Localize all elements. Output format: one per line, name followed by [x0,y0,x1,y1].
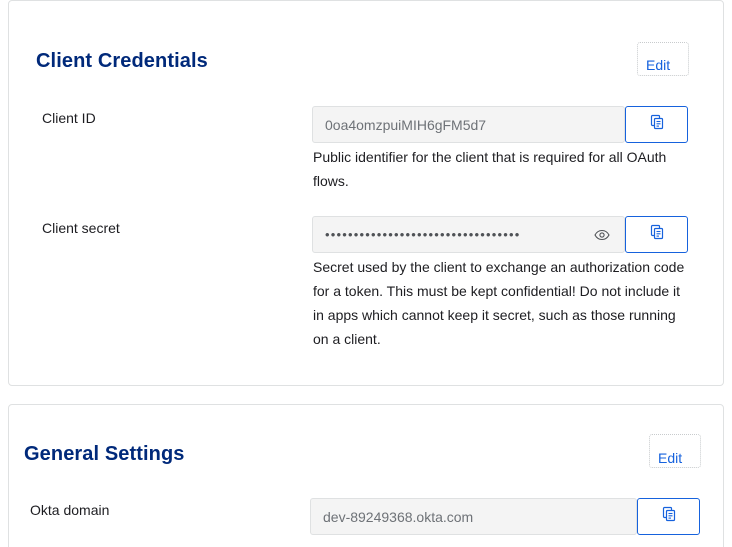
client-credentials-title: Client Credentials [36,50,208,72]
copy-icon [649,114,665,135]
client-id-label: Client ID [42,110,96,126]
client-secret-masked-value: •••••••••••••••••••••••••••••••••• [325,227,521,242]
eye-icon[interactable] [592,225,612,245]
copy-client-id-button[interactable] [625,106,688,143]
client-secret-help-text: Secret used by the client to exchange an authorization code for a token. This must be kept confidential! Do not include it in apps which cannot keep it secret, such as those running on a client. [313,259,685,347]
client-secret-label: Client secret [42,220,120,236]
copy-icon [661,506,677,527]
copy-okta-domain-button[interactable] [637,498,700,535]
edit-client-credentials-link[interactable]: Edit [646,57,671,73]
okta-domain-label: Okta domain [30,502,110,518]
client-secret-input[interactable] [312,216,625,253]
client-id-help-text: Public identifier for the client that is required for all OAuth flows. [313,149,667,189]
edit-general-settings-link[interactable]: Edit [658,450,683,466]
copy-icon [649,224,665,245]
client-id-input[interactable]: 0oa4omzpuiMIH6gFM5d7 [312,106,625,143]
copy-client-secret-button[interactable] [625,216,688,253]
okta-domain-input[interactable]: dev-89249368.okta.com [310,498,637,535]
general-settings-title: General Settings [24,443,185,465]
